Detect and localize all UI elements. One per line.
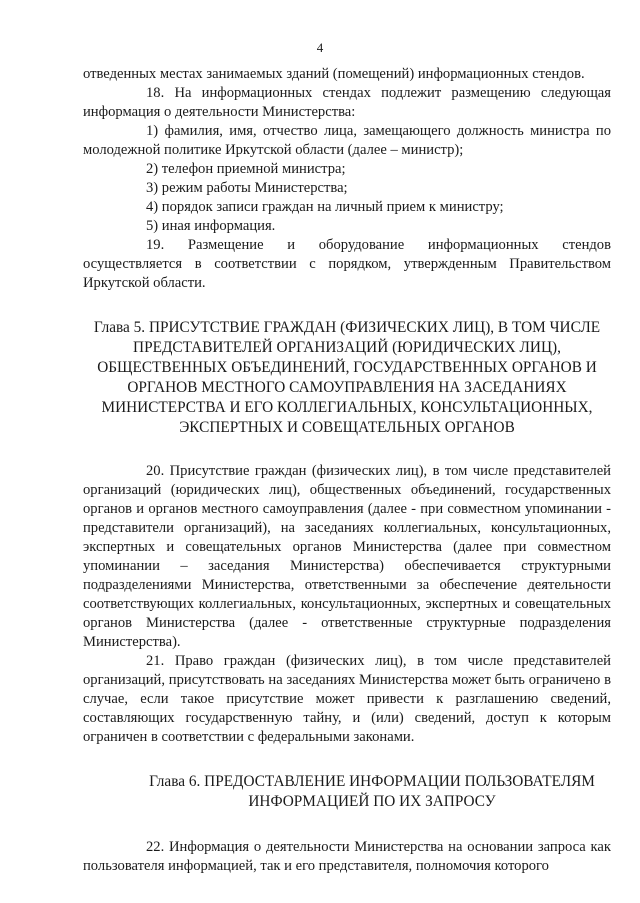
paragraph-continuation: отведенных местах занимаемых зданий (помещений) информационных стендов. xyxy=(83,66,585,82)
paragraph-22: 22. Информация о деятельности Министерства на основании запроса как пользователя информацией, так и его представителя, полномочия которого xyxy=(83,839,611,874)
chapter-5-heading: Глава 5. ПРИСУТСТВИЕ ГРАЖДАН (ФИЗИЧЕСКИХ ЛИЦ), В ТОМ ЧИСЛЕ ПРЕДСТАВИТЕЛЕЙ ОРГАНИЗАЦИЙ (ЮРИДИЧЕСКИХ ЛИЦ), ОБЩЕСТВЕННЫХ ОБЪЕДИНЕНИЙ, ГОСУДАРСТВЕННЫХ ОРГАНОВ И ОРГАНОВ МЕСТНОГО САМОУПРАВЛЕНИЯ НА ЗАСЕДАНИЯХ МИНИСТЕРСТВА И ЕГО КОЛЛЕГИАЛЬНЫХ, КОНСУЛЬТАЦИОННЫХ, ЭКСПЕРТНЫХ И СОВЕЩАТЕЛЬНЫХ ОРГАНОВ xyxy=(93,319,601,436)
list-item-5: 5) иная информация. xyxy=(146,218,276,234)
page-number: 4 xyxy=(316,40,324,55)
chapter-6-heading: Глава 6. ПРЕДОСТАВЛЕНИЕ ИНФОРМАЦИИ ПОЛЬЗОВАТЕЛЯМ ИНФОРМАЦИЕЙ ПО ИХ ЗАПРОСУ xyxy=(149,773,595,810)
document-body xyxy=(83,65,611,876)
paragraph-18: 18. На информационных стендах подлежит размещению следующая информация о деятельности Министерства: xyxy=(83,85,611,120)
paragraph-20: 20. Присутствие граждан (физических лиц), в том числе представителей организаций (юридических лиц), общественных объединений, государственных органов и органов местного самоуправления (далее - при совместном упоминании - представители организаций), на заседаниях коллегиальных, консультационных, экспертных и совещательных органов Министерства (далее при совместном упоминании – заседания Министерства) обеспечивается структурными подразделениями Министерства, ответственными за обеспечение деятельности соответствующих коллегиальных, консультационных, экспертных и совещательных органов Министерства (далее - ответственные структурные подразделения Министерства). xyxy=(83,463,611,650)
list-item-3: 3) режим работы Министерства; xyxy=(146,180,348,196)
list-item-2: 2) телефон приемной министра; xyxy=(146,161,346,177)
list-item-1: 1) фамилия, имя, отчество лица, замещающего должность министра по молодежной политике Иркутской области (далее – министр); xyxy=(83,123,611,158)
paragraph-19: 19. Размещение и оборудование информационных стендов осуществляется в соответствии с порядком, утвержденным Правительством Иркутской области. xyxy=(83,237,611,291)
list-item-4: 4) порядок записи граждан на личный прием к министру; xyxy=(146,199,504,215)
paragraph-21: 21. Право граждан (физических лиц), в том числе представителей организаций, присутствовать на заседаниях Министерства может быть ограничено в случае, если такое присутствие может привести к разглашению сведений, составляющих государственную тайну, и (или) сведений, доступ к которым ограничен в соответствии с федеральными законами. xyxy=(83,653,611,745)
